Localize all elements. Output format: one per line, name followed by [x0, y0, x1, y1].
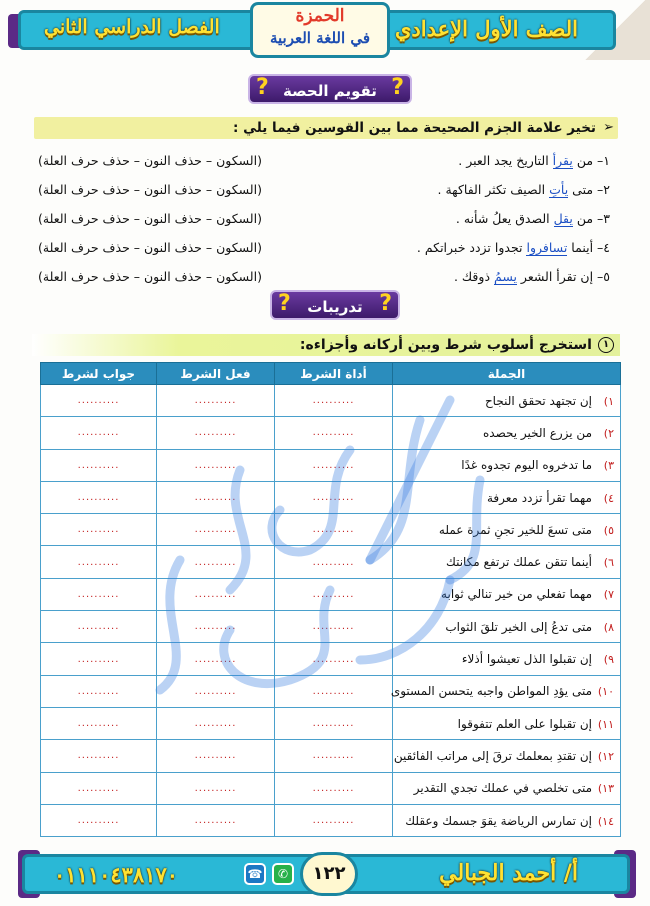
question-prefix: ١– من	[572, 153, 610, 168]
question-item	[34, 175, 618, 204]
sentence-cell	[393, 449, 621, 481]
answer-blank-answer[interactable]: ..........	[41, 578, 157, 610]
book-title: الحمزة	[295, 6, 345, 26]
answer-options: (السكون – حذف النون – حذف حرف العلة)	[38, 182, 262, 197]
answer-blank-tool[interactable]: ..........	[275, 611, 393, 643]
answer-blank-verb[interactable]: ..........	[157, 449, 275, 481]
table-row	[41, 546, 621, 578]
sentence-cell	[393, 546, 621, 578]
answer-blank-tool[interactable]: ..........	[275, 514, 393, 546]
answer-blank-answer[interactable]: ..........	[41, 675, 157, 707]
answer-blank-answer[interactable]: ..........	[41, 740, 157, 772]
sentence-cell	[393, 740, 621, 772]
answer-blank-verb[interactable]: ..........	[157, 740, 275, 772]
answer-blank-answer[interactable]: ..........	[41, 707, 157, 739]
sentence-text: متى يؤدِ المواطن واجبه يتحسن المستوى	[390, 684, 592, 699]
row-number: ٥)	[603, 523, 614, 537]
sentence-cell	[393, 707, 621, 739]
exercise-title	[32, 334, 620, 356]
question-suffix: ذوقك .	[453, 269, 494, 284]
row-number: ٢)	[603, 426, 614, 440]
row-number: ١٢)	[597, 749, 614, 763]
row-number: ١١)	[597, 717, 614, 731]
table-row	[41, 514, 621, 546]
sentence-text: مهما تقرأ تزدد معرفة	[486, 490, 592, 505]
answer-blank-verb[interactable]: ..........	[157, 578, 275, 610]
answer-blank-tool[interactable]: ..........	[275, 578, 393, 610]
answer-blank-tool[interactable]: ..........	[275, 546, 393, 578]
answer-blank-answer[interactable]: ..........	[41, 481, 157, 513]
table-row	[41, 385, 621, 417]
sentence-text: إن تقتدِ بمعلمك ترقَ إلى مراتب الفائقين	[393, 748, 592, 763]
table-row	[41, 740, 621, 772]
underlined-verb: يقرأ	[552, 153, 573, 168]
answer-options: (السكون – حذف النون – حذف حرف العلة)	[38, 269, 262, 284]
question-prefix: ٥– إن تقرأ الشعر	[516, 269, 610, 284]
question-prefix: ٢– متى	[568, 182, 610, 197]
answer-blank-verb[interactable]: ..........	[157, 546, 275, 578]
evaluation-badge	[248, 74, 412, 104]
sentence-text: إن تجتهد تحقق النجاح	[484, 393, 592, 408]
answer-blank-verb[interactable]: ..........	[157, 611, 275, 643]
answer-blank-tool[interactable]: ..........	[275, 772, 393, 804]
answer-blank-answer[interactable]: ..........	[41, 546, 157, 578]
row-number: ١٠)	[597, 685, 614, 699]
answer-blank-tool[interactable]: ..........	[275, 481, 393, 513]
book-logo	[250, 2, 390, 58]
sentence-cell	[393, 514, 621, 546]
answer-blank-tool[interactable]: ..........	[275, 643, 393, 675]
answer-options: (السكون – حذف النون – حذف حرف العلة)	[38, 240, 262, 255]
sentence-cell	[393, 804, 621, 836]
answer-options: (السكون – حذف النون – حذف حرف العلة)	[38, 211, 262, 226]
answer-options: (السكون – حذف النون – حذف حرف العلة)	[38, 153, 262, 168]
table-row	[41, 804, 621, 836]
sentence-cell	[390, 675, 621, 707]
answer-blank-answer[interactable]: ..........	[41, 643, 157, 675]
book-subject: في اللغة العربية	[269, 29, 371, 47]
answer-blank-verb[interactable]: ..........	[157, 481, 275, 513]
question-suffix: الصيف تكثر الفاكهة .	[437, 182, 550, 197]
table-header-row	[41, 363, 621, 385]
column-header-tool: أداة الشرط	[275, 363, 393, 385]
table-row	[41, 611, 621, 643]
sentence-cell	[393, 772, 621, 804]
exercise-number: ١	[598, 337, 614, 353]
answer-blank-verb[interactable]: ..........	[157, 417, 275, 449]
sentence-text: متى تخلصي في عملك تجدي التقدير	[413, 781, 592, 796]
row-number: ٦)	[603, 556, 614, 570]
row-number: ٤)	[603, 491, 614, 505]
question-item	[34, 262, 618, 291]
underlined-verb: يقل	[553, 211, 573, 226]
answer-blank-verb[interactable]: ..........	[157, 804, 275, 836]
question-mark-icon: ?	[278, 291, 291, 316]
author-name: أ/ أحمد الجبالي	[439, 860, 578, 886]
column-header-verb: فعل الشرط	[157, 363, 275, 385]
sentence-text: إن تمارس الرياضة يقوَ جسمك وعقلك	[405, 813, 592, 828]
sentence-cell	[393, 385, 621, 417]
question-mark-icon: ?	[379, 291, 392, 316]
table-row	[41, 481, 621, 513]
answer-blank-tool[interactable]: ..........	[275, 417, 393, 449]
row-number: ٩)	[603, 653, 614, 667]
answer-blank-tool[interactable]: ..........	[275, 675, 393, 707]
question-text	[417, 233, 610, 262]
answer-blank-tool[interactable]: ..........	[275, 707, 393, 739]
phone-number: ٠١١١٠٤٣٨١٧٠	[54, 862, 179, 887]
sentence-text: من يزرع الخير يحصده	[483, 425, 592, 440]
answer-blank-tool[interactable]: ..........	[275, 449, 393, 481]
question-suffix: التاريخ يجد العبر .	[458, 153, 553, 168]
answer-blank-tool[interactable]: ..........	[275, 385, 393, 417]
column-header-answer: جواب لشرط	[41, 363, 157, 385]
question-suffix: تجدوا تزدد خبراتكم .	[416, 240, 527, 255]
sentence-text: متى تسعَ للخير تجنِ ثمرة عمله	[438, 522, 592, 537]
exercise-title-text: استخرج أسلوب شرط وبين أركانه وأجزاءه:	[299, 337, 592, 353]
conditional-analysis-table	[40, 362, 621, 837]
sentence-cell	[393, 417, 621, 449]
answer-blank-answer[interactable]: ..........	[41, 804, 157, 836]
sentence-text: أينما تتقن عملك ترتفع مكانتك	[445, 555, 592, 570]
grade-title: الصف الأول الإعدادي	[394, 16, 578, 41]
table-row	[41, 772, 621, 804]
answer-blank-verb[interactable]: ..........	[157, 643, 275, 675]
question-list	[34, 146, 618, 291]
page-footer	[0, 846, 650, 906]
row-number: ٨)	[603, 620, 614, 634]
evaluation-instruction	[34, 117, 618, 139]
table-row	[41, 643, 621, 675]
answer-blank-answer[interactable]: ..........	[41, 449, 157, 481]
sentence-text: إن تقبلوا الذل تعيشوا أذلاء	[461, 652, 592, 667]
row-number: ٧)	[603, 588, 614, 602]
question-text	[454, 262, 610, 291]
row-number: ١)	[603, 394, 614, 408]
question-suffix: الصدق يعلُ شأنه .	[455, 211, 554, 226]
evaluation-badge-label: تقويم الحصة	[283, 82, 377, 100]
question-text	[438, 175, 610, 204]
answer-blank-verb[interactable]: ..........	[157, 707, 275, 739]
exercises-badge	[270, 290, 400, 320]
table-row	[41, 578, 621, 610]
sentence-text: متى تدعُ إلى الخير تلقَ الثواب	[445, 619, 592, 634]
answer-blank-answer[interactable]: ..........	[41, 417, 157, 449]
exercises-badge-label: تدريبات	[307, 298, 363, 316]
instruction-text: تخير علامة الجزم الصحيحة مما بين القوسين فيما يلي :	[232, 120, 596, 136]
question-item	[34, 233, 618, 262]
answer-blank-answer[interactable]: ..........	[41, 385, 157, 417]
question-mark-icon: ?	[256, 75, 269, 100]
table-row	[41, 417, 621, 449]
answer-blank-tool[interactable]: ..........	[275, 804, 393, 836]
answer-blank-answer[interactable]: ..........	[41, 611, 157, 643]
underlined-verb: تسافروا	[526, 240, 568, 255]
table-row	[41, 707, 621, 739]
whatsapp-icon: ✆	[272, 863, 294, 885]
row-number: ١٣)	[597, 782, 614, 796]
table-row	[41, 449, 621, 481]
question-item	[34, 146, 618, 175]
sentence-cell	[393, 611, 621, 643]
answer-blank-verb[interactable]: ..........	[157, 385, 275, 417]
answer-blank-verb[interactable]: ..........	[157, 675, 275, 707]
question-prefix: ٤– أينما	[567, 240, 610, 255]
answer-blank-answer[interactable]: ..........	[41, 514, 157, 546]
page-header	[0, 0, 650, 60]
sentence-text: ما تدخروه اليوم تجدوه غدًا	[461, 458, 592, 473]
page-number: ١٢٢	[300, 852, 358, 896]
sentence-text: مهما تفعلي من خير تنالي ثوابه	[441, 587, 592, 602]
underlined-verb: يسمُ	[494, 269, 517, 284]
row-number: ١٤)	[597, 814, 614, 828]
arrow-bullet-icon: ➢	[603, 120, 614, 135]
answer-blank-verb[interactable]: ..........	[157, 514, 275, 546]
sentence-cell	[393, 481, 621, 513]
question-item	[34, 204, 618, 233]
sentence-cell	[393, 643, 621, 675]
question-prefix: ٣– من	[572, 211, 610, 226]
row-number: ٣)	[603, 459, 614, 473]
question-text	[456, 204, 610, 233]
column-header-sentence: الجملة	[393, 363, 621, 385]
question-mark-icon: ?	[391, 75, 404, 100]
phone-icon: ☎	[244, 863, 266, 885]
answer-blank-verb[interactable]: ..........	[157, 772, 275, 804]
term-title: الفصل الدراسي الثاني	[44, 16, 220, 38]
underlined-verb: يأتِ	[549, 182, 569, 197]
sentence-cell	[393, 578, 621, 610]
answer-blank-tool[interactable]: ..........	[275, 740, 393, 772]
table-row	[41, 675, 621, 707]
answer-blank-answer[interactable]: ..........	[41, 772, 157, 804]
sentence-text: إن تقبلوا على العلم تتفوقوا	[457, 716, 592, 731]
question-text	[458, 146, 610, 175]
